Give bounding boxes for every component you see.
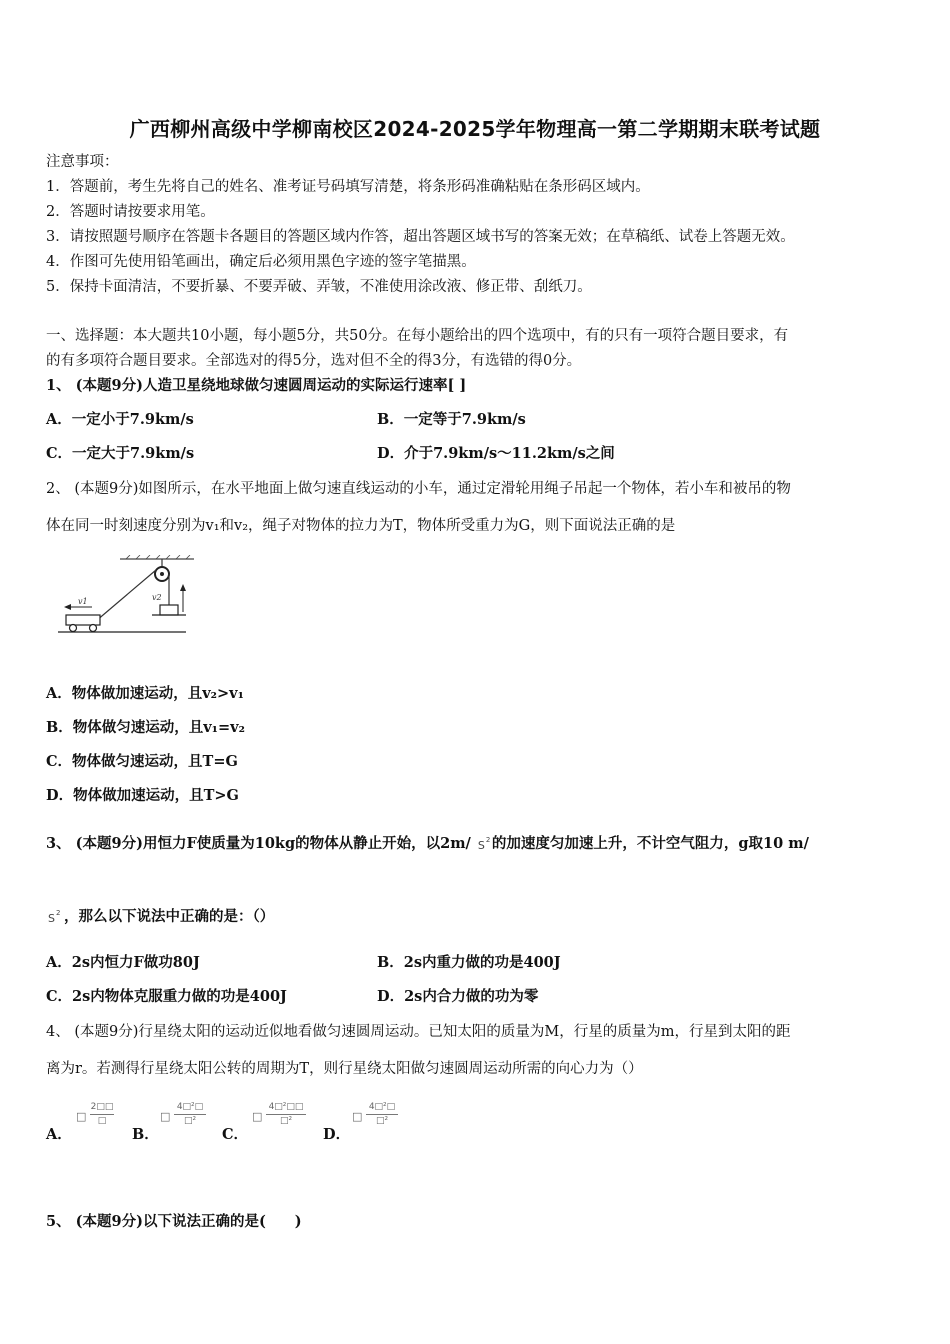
q4-stem: 4、 (本题9分)行星绕太阳的运动近似地看做匀速圆周运动。已知太阳的质量为M，行星的质量为m，行星到太阳的距 (46, 1024, 791, 1040)
q2-stem: 体在同一时刻速度分别为v₁和v₂，绳子对物体的拉力为T，物体所受重力为G，则下面说法正确的是 (46, 518, 676, 534)
cart (66, 615, 100, 625)
notice-item: 1．答题前，考生先将自己的姓名、准考证号码填写清楚，将条形码准确粘贴在条形码区域内。 (46, 179, 650, 195)
section-intro: 一、选择题：本大题共10小题，每小题5分，共50分。在每小题给出的四个选项中，有的只有一项符合题目要求，有 (46, 328, 789, 344)
q4-option-d: D． (323, 1126, 351, 1143)
q3-option-d: D．2s内合力做的功为零 (377, 988, 539, 1005)
q2-option-a: A．物体做加速运动，且v₂>v₁ (46, 685, 244, 702)
exam-page: 广西柳州高级中学柳南校区2024-2025学年物理高一第二学期期末联考试题 注意事项： 1．答题前，考生先将自己的姓名、准考证号码填写清楚，将条形码准确粘贴在条形码区域内。 2．答题时请按要求用笔。 3．请按照题号顺序在答题卡各题目的答题区域内作答，超出答题区域书写的答案无效；在草稿纸、试卷上答题无效。 4．作图可先使用铅笔画出，确定后必须用黑色字迹的签字笔描黑。 5．保持卡面清洁，不要折暴、不要弄破、弄皱，不准使用涂改液、修正带、刮纸刀。 一、选择题：本大题共10小题，每小题5分，共50分。在每小题给出的四个选项中，有的只有一项符合题目要求，有 的有多项符合题目要求。全部选对的得5分，选对但不全的得3分，有选错的得0分。 1、 (本题9分)人造卫星绕地球做匀速圆周运动的实际运行速率[ ] A．一定小于7.9km/s B．一定等于7.9km/s C．一定大于7.9km/s D．介于7.9km/s～11.2km/s之间 2、 (本题9分)如图所示，在水平地面上做匀速直线运动的小车，通过定滑轮用绳子吊起一个物体，若小车和被吊的物 体在同一时刻速度分别为v₁和v₂，绳子对物体的拉力为T，物体所受重力为G，则下面说法正确的是 v2 v1 A．物体做加速运动，且v₂>v₁ B．物体做匀速运动，且v₁=v₂ C．物体做匀速运动，且T=G D．物体做加速运动，且T>G 3、 (本题9分)用恒力F使质量为10kg的物体从静止开始，以2m/ S 2 的加速度匀加速上升，不计空气阻力，g取10 m/ S 2 ，那么以下说法中正确的是：（） A．2s内恒力F做功80J B．2s内重力做的功是400J C．2s内物体克服重力做的功是400J D．2s内合力做的功为零 4、 (本题9分)行星绕太阳的运动近似地看做匀速圆周运动。已知太阳的质量为M，行星的质量为m，行星到太阳的距 离为r。若测得行星绕太阳公转的周期为T，则行星绕太阳做匀速圆周运动所需的向心力为（） A． □ 2□□ □ B． □ 4□²□ □² C． □ 4□²□□ □² D． □ 4□²□ □² 5、 (本题9分)以下说法正确的是( ) (0, 0, 950, 1344)
q3-stem-part: ，那么以下说法中正确的是：（） (64, 908, 275, 925)
notice-item: 2．答题时请按要求用笔。 (46, 204, 215, 220)
q5-stem: 5、 (本题9分)以下说法正确的是( ) (46, 1213, 302, 1230)
q3-option-a: A．2s内恒力F做功80J (46, 954, 200, 971)
q2-option-b: B．物体做匀速运动，且v₁=v₂ (46, 719, 245, 736)
q1-option-a: A．一定小于7.9km/s (46, 411, 194, 428)
q1-option-b: B．一定等于7.9km/s (377, 411, 526, 428)
hanging-block (160, 605, 178, 615)
q4-option-a: A． (46, 1126, 72, 1143)
v1-label: v1 (78, 597, 88, 606)
q4-option-b: B． (132, 1126, 159, 1143)
q1-option-c: C．一定大于7.9km/s (46, 445, 195, 462)
notice-item: 4．作图可先使用铅笔画出，确定后必须用黑色字迹的签字笔描黑。 (46, 254, 476, 270)
q3-stem: S 2 ，那么以下说法中正确的是：（） (48, 908, 275, 925)
notice-heading: 注意事项： (46, 154, 119, 170)
page-title: 广西柳州高级中学柳南校区2024-2025学年物理高一第二学期期末联考试题 (129, 117, 821, 141)
q4-stem: 离为r。若测得行星绕太阳公转的周期为T，则行星绕太阳做匀速圆周运动所需的向心力为（） (46, 1061, 643, 1077)
q1-option-d: D．介于7.9km/s～11.2km/s之间 (377, 445, 615, 462)
q3-stem-part: 3、 (本题9分)用恒力F使质量为10kg的物体从静止开始，以2m/ (46, 835, 471, 852)
q1-stem: 1、 (本题9分)人造卫星绕地球做匀速圆周运动的实际运行速率[ ] (46, 377, 467, 394)
v2-label: v2 (152, 593, 162, 602)
q2-option-c: C．物体做匀速运动，且T=G (46, 753, 238, 770)
q3-stem-part: 的加速度匀加速上升，不计空气阻力，g取10 m/ (491, 835, 809, 852)
q3-stem: 3、 (本题9分)用恒力F使质量为10kg的物体从静止开始，以2m/ S 2 的加速度匀加速上升，不计空气阻力，g取10 m/ (46, 835, 809, 852)
notice-item: 3．请按照题号顺序在答题卡各题目的答题区域内作答，超出答题区域书写的答案无效；在草稿纸、试卷上答题无效。 (46, 229, 795, 245)
q2-option-d: D．物体做加速运动，且T>G (46, 787, 239, 804)
q3-option-b: B．2s内重力做的功是400J (377, 954, 561, 971)
q4-option-c: C． (222, 1126, 249, 1143)
q2-stem: 2、 (本题9分)如图所示，在水平地面上做匀速直线运动的小车，通过定滑轮用绳子吊起一个物体，若小车和被吊的物 (46, 481, 791, 497)
q3-option-c: C．2s内物体克服重力做的功是400J (46, 988, 287, 1005)
section-intro: 的有多项符合题目要求。全部选对的得5分，选对但不全的得3分，有选错的得0分。 (46, 353, 582, 369)
pulley-cart-figure (56, 555, 196, 645)
notice-item: 5．保持卡面清洁，不要折暴、不要弄破、弄皱，不准使用涂改液、修正带、刮纸刀。 (46, 279, 592, 295)
